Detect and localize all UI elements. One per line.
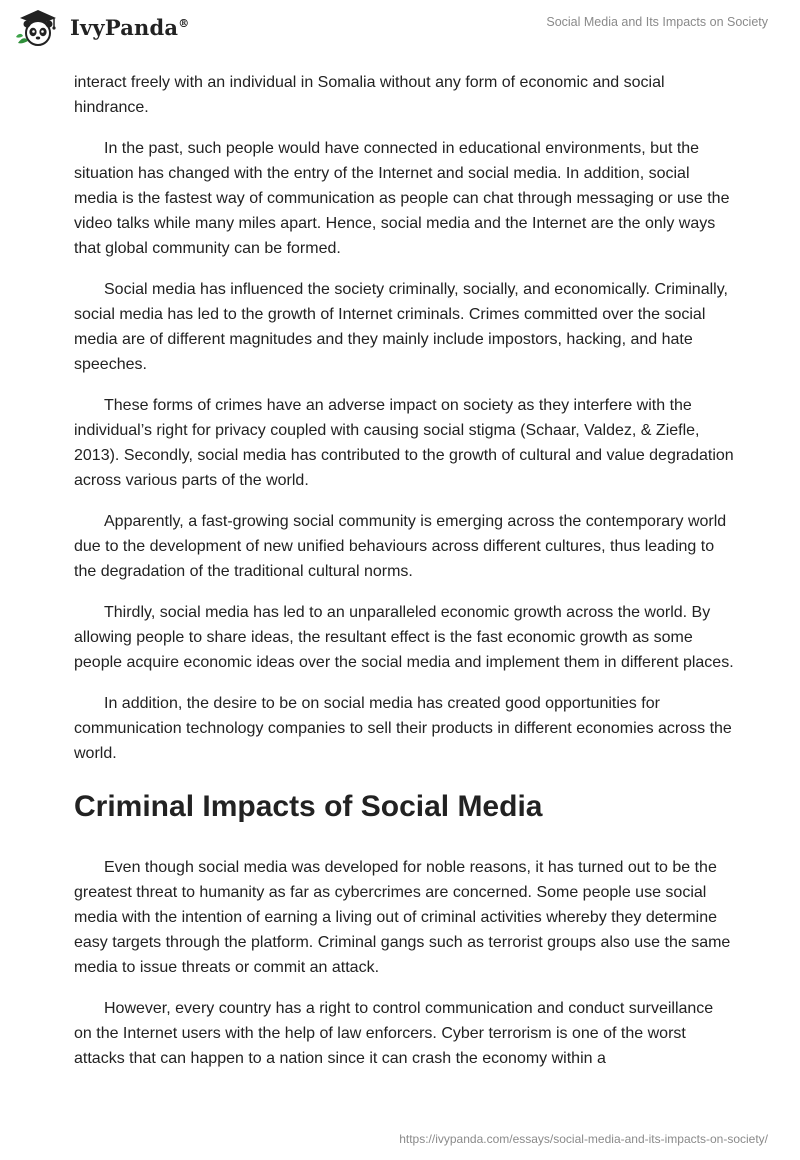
- paragraph: Apparently, a fast-growing social community is emerging across the contemporary world due to the development of new unified behaviours across different cultures, thus leading to the degradation of the traditional cultural norms.: [74, 513, 727, 580]
- logo-text: IvyPanda®: [70, 14, 190, 40]
- page-header: [0, 0, 800, 70]
- document-title: Social Media and Its Impacts on Society: [546, 15, 768, 29]
- section-heading: Criminal Impacts of Social Media: [74, 790, 543, 823]
- registered-mark: ®: [178, 16, 190, 30]
- ivypanda-logo[interactable]: [14, 7, 189, 47]
- paragraph: However, every country has a right to control communication and conduct surveillance on the Internet users with the help of law enforcers. Cyber terrorism is one of the worst attacks that can happen to a nation since it can crash the economy within a: [74, 1000, 714, 1067]
- paragraph: Even though social media was developed for noble reasons, it has turned out to be the greatest threat to humanity as far as cybercrimes are concerned. Some people use social media with the intention of earning a living out of criminal activities whereby they determine easy targets through the platform. Criminal gangs such as terrorist groups also use the same media to issue threats or commit an attack.: [74, 859, 731, 976]
- essay-body: [74, 70, 734, 1087]
- paragraph: In the past, such people would have connected in educational environments, but the situation has changed with the entry of the Internet and social media. In addition, social media is the fastest way of communication as people can chat through messaging or use the video talks while many miles apart. Hence, social media and the Internet are the only ways that global community can be formed.: [74, 140, 730, 257]
- paragraph: Thirdly, social media has led to an unparalleled economic growth across the world. By allowing people to share ideas, the resultant effect is the fast economic growth as some people acquire economic ideas over the social media and implement them in different places.: [74, 604, 734, 671]
- source-url-link[interactable]: https://ivypanda.com/essays/social-media-and-its-impacts-on-society/: [399, 1132, 768, 1146]
- panda-graduate-icon: [14, 7, 64, 47]
- paragraph: In addition, the desire to be on social media has created good opportunities for communication technology companies to sell their products in different economies across the world.: [74, 695, 732, 762]
- paragraph: These forms of crimes have an adverse impact on society as they interfere with the individual’s right for privacy coupled with causing social stigma (Schaar, Valdez, & Ziefle, 2013). Secondly, social media has contributed to the growth of cultural and value degradation across various parts of the world.: [74, 397, 734, 489]
- paragraph: Social media has influenced the society criminally, socially, and economically. Criminally, social media has led to the growth of Internet criminals. Crimes committed over the social media are of different magnitudes and they mainly include impostors, hacking, and hate speeches.: [74, 281, 728, 373]
- paragraph: interact freely with an individual in Somalia without any form of economic and social hindrance.: [74, 74, 665, 116]
